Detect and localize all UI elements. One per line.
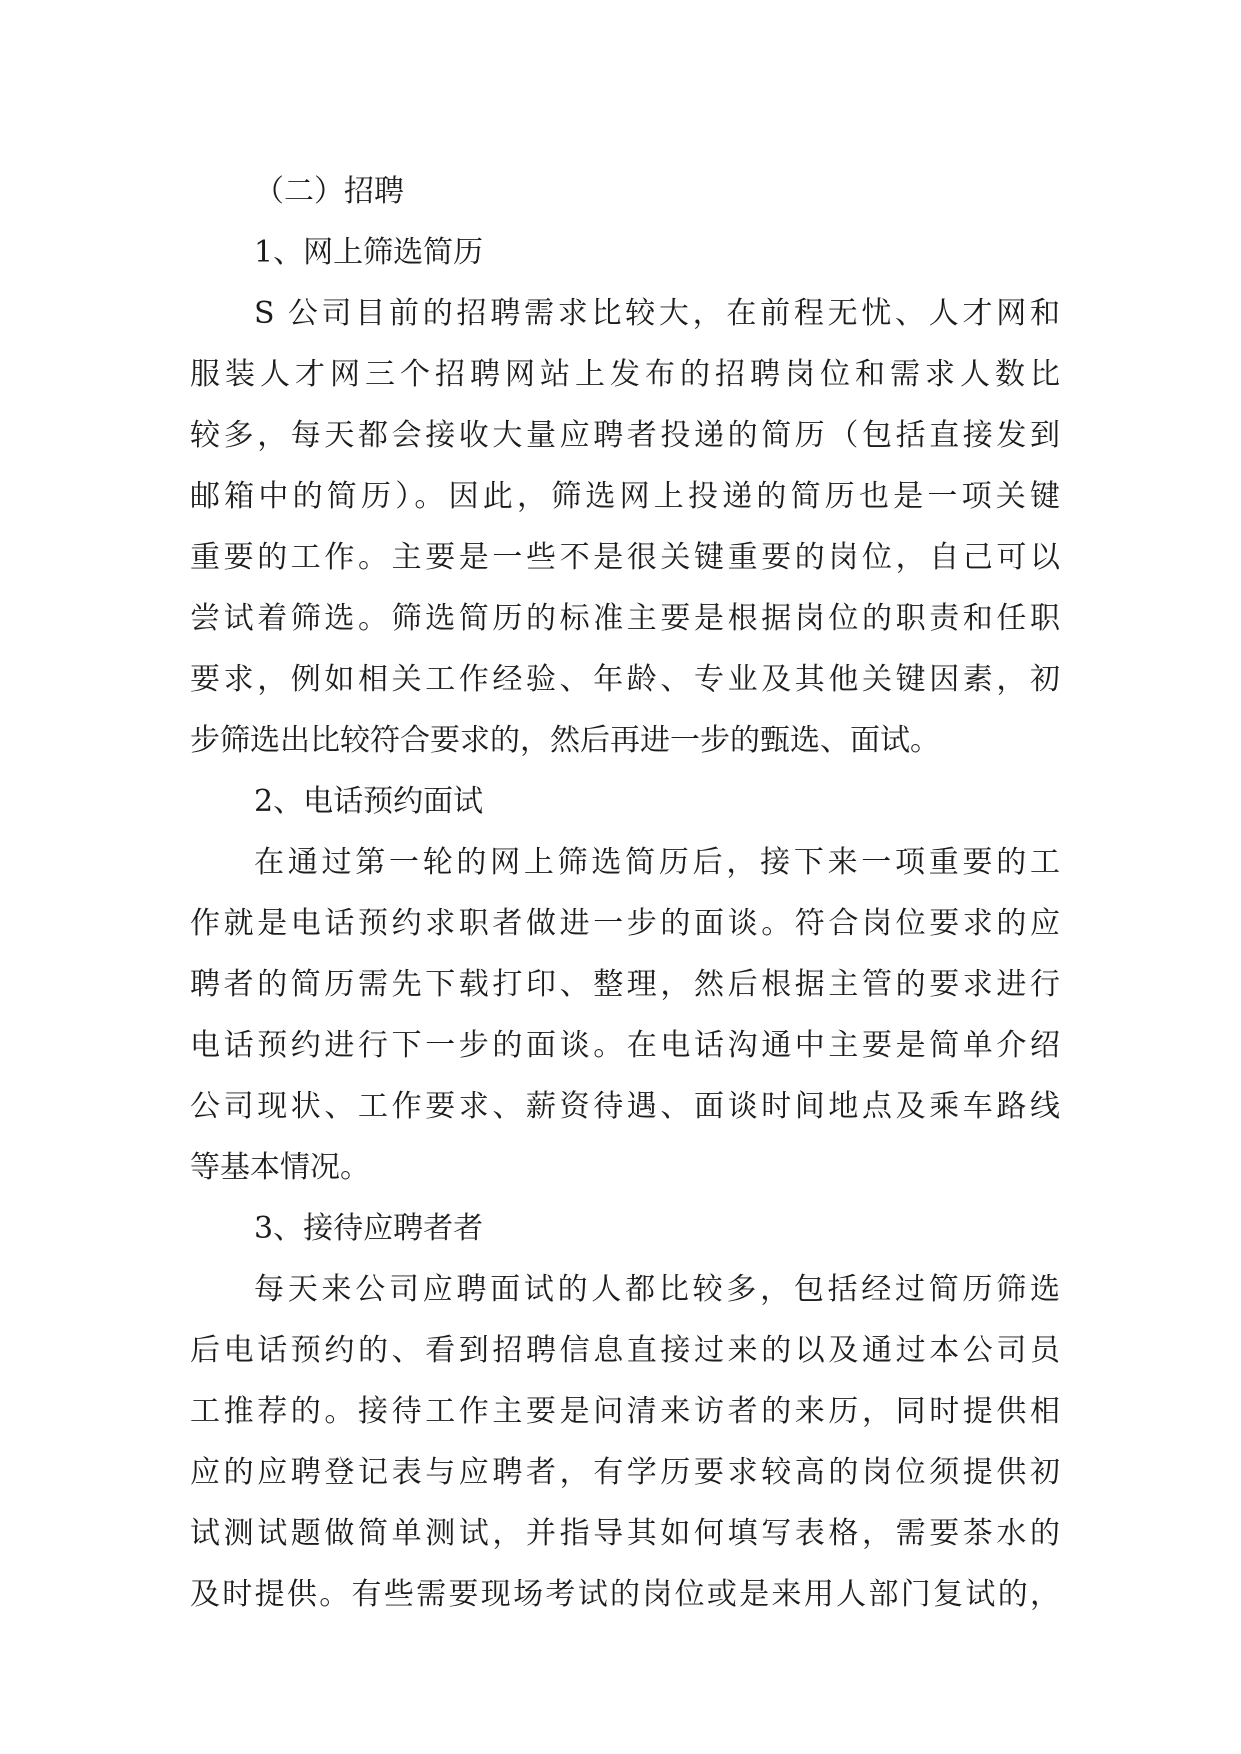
section-heading-recruitment: （二）招聘 — [254, 174, 404, 209]
paragraph-line: 尝试着筛选。筛选简历的标准主要是根据岗位的职责和任职 — [190, 601, 1060, 636]
paragraph-line: 公司现状、工作要求、薪资待遇、面谈时间地点及乘车路线 — [190, 1089, 1060, 1124]
paragraph-line: 要求，例如相关工作经验、年龄、专业及其他关键因素，初 — [190, 662, 1060, 697]
paragraph-line: 工推荐的。接待工作主要是问清来访者的来历，同时提供相 — [190, 1394, 1060, 1429]
paragraph-line: 在通过第一轮的网上筛选简历后，接下来一项重要的工 — [254, 845, 1060, 880]
paragraph-line: 服装人才网三个招聘网站上发布的招聘岗位和需求人数比 — [190, 357, 1060, 392]
paragraph-line: 及时提供。有些需要现场考试的岗位或是来用人部门复试的， — [190, 1577, 1060, 1612]
paragraph-line: 电话预约进行下一步的面谈。在电话沟通中主要是简单介绍 — [190, 1028, 1060, 1063]
paragraph-line: 步筛选出比较符合要求的，然后再进一步的甄选、面试。 — [190, 723, 940, 758]
subheading-phone-interview: 2、电话预约面试 — [254, 784, 484, 819]
paragraph-line: 重要的工作。主要是一些不是很关键重要的岗位，自己可以 — [190, 540, 1060, 575]
paragraph-line: 每天来公司应聘面试的人都比较多，包括经过简历筛选 — [254, 1272, 1060, 1307]
subheading-receive-applicants: 3、接待应聘者者 — [254, 1211, 484, 1246]
paragraph-line: 等基本情况。 — [190, 1150, 370, 1185]
paragraph-line: 邮箱中的简历）。因此，筛选网上投递的简历也是一项关键 — [190, 479, 1060, 514]
paragraph-line: 后电话预约的、看到招聘信息直接过来的以及通过本公司员 — [190, 1333, 1060, 1368]
paragraph-line: 作就是电话预约求职者做进一步的面谈。符合岗位要求的应 — [190, 906, 1060, 941]
paragraph-line: 试测试题做简单测试，并指导其如何填写表格，需要茶水的 — [190, 1516, 1060, 1551]
subheading-online-resume-screening: 1、网上筛选简历 — [254, 235, 484, 270]
paragraph-line: S 公司目前的招聘需求比较大，在前程无忧、人才网和 — [254, 296, 1060, 331]
paragraph-line: 应的应聘登记表与应聘者，有学历要求较高的岗位须提供初 — [190, 1455, 1060, 1490]
document-body — [190, 161, 1060, 1625]
paragraph-line: 聘者的简历需先下载打印、整理，然后根据主管的要求进行 — [190, 967, 1060, 1002]
paragraph-line: 较多，每天都会接收大量应聘者投递的简历（包括直接发到 — [190, 418, 1060, 453]
